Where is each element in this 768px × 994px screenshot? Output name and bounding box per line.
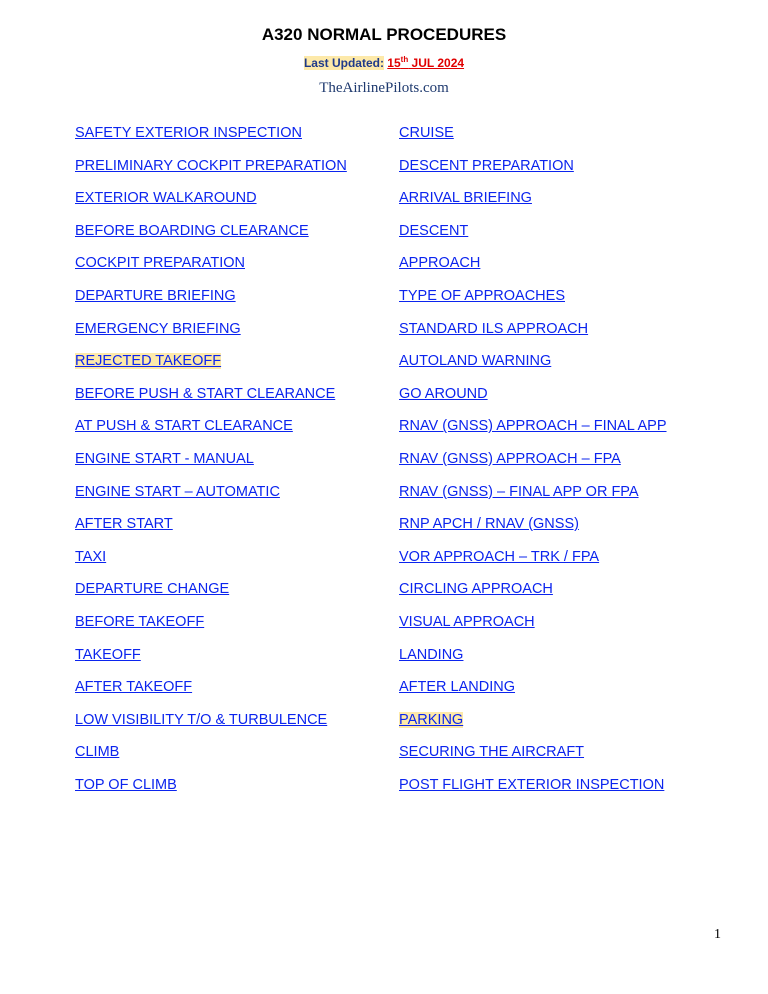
procedure-link[interactable] — [75, 613, 347, 646]
procedure-link[interactable] — [399, 580, 667, 613]
procedure-link-label: TAXI — [75, 548, 107, 565]
left-link-column — [75, 124, 347, 808]
procedure-link-label: VISUAL APPROACH — [399, 613, 535, 630]
procedure-link[interactable] — [75, 157, 347, 190]
procedure-link[interactable] — [399, 385, 667, 418]
procedure-link-label: REJECTED TAKEOFF — [75, 353, 222, 370]
procedure-link-label: EXTERIOR WALKAROUND — [75, 190, 257, 207]
procedure-link[interactable] — [75, 776, 347, 809]
procedure-link[interactable] — [75, 222, 347, 255]
procedure-link-label: APPROACH — [399, 255, 481, 272]
procedure-link-label: ENGINE START – AUTOMATIC — [75, 483, 280, 500]
procedure-link[interactable] — [75, 189, 347, 222]
procedure-link-label: AT PUSH & START CLEARANCE — [75, 418, 293, 435]
procedure-link[interactable] — [399, 678, 667, 711]
procedure-link[interactable] — [399, 352, 667, 385]
date-day: 15 — [387, 56, 401, 70]
procedure-link[interactable] — [399, 287, 667, 320]
procedure-link-label: COCKPIT PREPARATION — [75, 255, 245, 272]
last-updated-date — [387, 56, 464, 70]
procedure-link-label: POST FLIGHT EXTERIOR INSPECTION — [399, 776, 665, 793]
procedure-link[interactable] — [399, 157, 667, 190]
procedure-link-label: ARRIVAL BRIEFING — [399, 190, 532, 207]
procedure-link[interactable] — [75, 711, 347, 744]
procedure-link[interactable] — [75, 743, 347, 776]
procedure-link-label: SECURING THE AIRCRAFT — [399, 744, 585, 761]
procedure-link[interactable] — [399, 743, 667, 776]
procedure-link[interactable] — [399, 548, 667, 581]
procedure-link[interactable] — [399, 254, 667, 287]
procedure-link[interactable] — [399, 320, 667, 353]
page-title: A320 NORMAL PROCEDURES — [261, 25, 507, 44]
procedure-link-label: ENGINE START - MANUAL — [75, 450, 254, 467]
procedure-link-label: RNP APCH / RNAV (GNSS) — [399, 516, 579, 533]
procedure-link-label: AFTER START — [75, 516, 173, 533]
procedure-link-label: CIRCLING APPROACH — [399, 581, 553, 598]
procedure-link[interactable] — [75, 646, 347, 679]
procedure-link[interactable] — [75, 287, 347, 320]
procedure-link[interactable] — [75, 385, 347, 418]
procedure-link-label: TOP OF CLIMB — [75, 776, 177, 793]
procedure-link-label: TYPE OF APPROACHES — [399, 287, 565, 304]
site-name: TheAirlinePilots.com — [319, 80, 449, 96]
procedure-link-label: DESCENT PREPARATION — [399, 157, 574, 174]
procedure-link-label: BEFORE PUSH & START CLEARANCE — [75, 385, 336, 402]
procedure-link-label: TAKEOFF — [75, 646, 141, 663]
procedure-link[interactable] — [399, 711, 667, 744]
procedure-link[interactable] — [399, 483, 667, 516]
procedure-link-label: STANDARD ILS APPROACH — [399, 320, 589, 337]
procedure-link-label: DESCENT — [399, 222, 469, 239]
procedure-link[interactable] — [75, 124, 347, 157]
last-updated-label: Last Updated: — [303, 56, 384, 70]
procedure-link[interactable] — [75, 254, 347, 287]
procedure-link[interactable] — [399, 222, 667, 255]
last-updated — [0, 55, 768, 70]
date-rest: JUL 2024 — [408, 56, 465, 70]
procedure-link-label: RNAV (GNSS) APPROACH – FINAL APP — [399, 418, 667, 435]
procedure-link[interactable] — [399, 124, 667, 157]
procedure-link-label: EMERGENCY BRIEFING — [75, 320, 241, 337]
procedure-link-label: PRELIMINARY COCKPIT PREPARATION — [75, 157, 347, 174]
right-link-column — [399, 124, 667, 808]
procedure-link[interactable] — [399, 776, 667, 809]
procedure-link[interactable] — [75, 352, 347, 385]
procedure-link-label: GO AROUND — [399, 385, 488, 402]
procedure-link[interactable] — [75, 320, 347, 353]
procedure-link-label: RNAV (GNSS) – FINAL APP OR FPA — [399, 483, 639, 500]
procedure-link-label: VOR APPROACH – TRK / FPA — [399, 548, 600, 565]
procedure-link-label: DEPARTURE CHANGE — [75, 581, 230, 598]
procedure-link[interactable] — [75, 548, 347, 581]
procedure-link[interactable] — [75, 515, 347, 548]
procedure-link[interactable] — [75, 450, 347, 483]
procedure-link-label: DEPARTURE BRIEFING — [75, 287, 236, 304]
procedure-link[interactable] — [75, 483, 347, 516]
procedure-link[interactable] — [399, 189, 667, 222]
procedure-link-label: BEFORE TAKEOFF — [75, 613, 205, 630]
procedure-link-label: CRUISE — [399, 125, 454, 141]
procedure-link-label: PARKING — [399, 711, 464, 728]
procedure-link[interactable] — [399, 646, 667, 679]
procedure-link-label: CLIMB — [75, 744, 120, 761]
procedure-link-label: LANDING — [399, 646, 464, 663]
procedure-link[interactable] — [75, 678, 347, 711]
procedure-link-label: AUTOLAND WARNING — [399, 353, 552, 370]
procedure-link[interactable] — [75, 417, 347, 450]
procedure-link-label: BEFORE BOARDING CLEARANCE — [75, 222, 309, 239]
date-suffix: th — [400, 55, 409, 64]
procedure-link[interactable] — [75, 580, 347, 613]
procedure-link[interactable] — [399, 450, 667, 483]
procedure-link-label: RNAV (GNSS) APPROACH – FPA — [399, 450, 621, 467]
procedure-link-label: LOW VISIBILITY T/O & TURBULENCE — [75, 711, 328, 728]
procedure-link[interactable] — [399, 417, 667, 450]
procedure-link-label: AFTER LANDING — [399, 679, 516, 696]
procedure-link[interactable] — [399, 515, 667, 548]
procedure-link-label: AFTER TAKEOFF — [75, 679, 193, 696]
procedure-link-label: SAFETY EXTERIOR INSPECTION — [75, 125, 302, 141]
procedure-link[interactable] — [399, 613, 667, 646]
page-number: 1 — [714, 927, 721, 942]
